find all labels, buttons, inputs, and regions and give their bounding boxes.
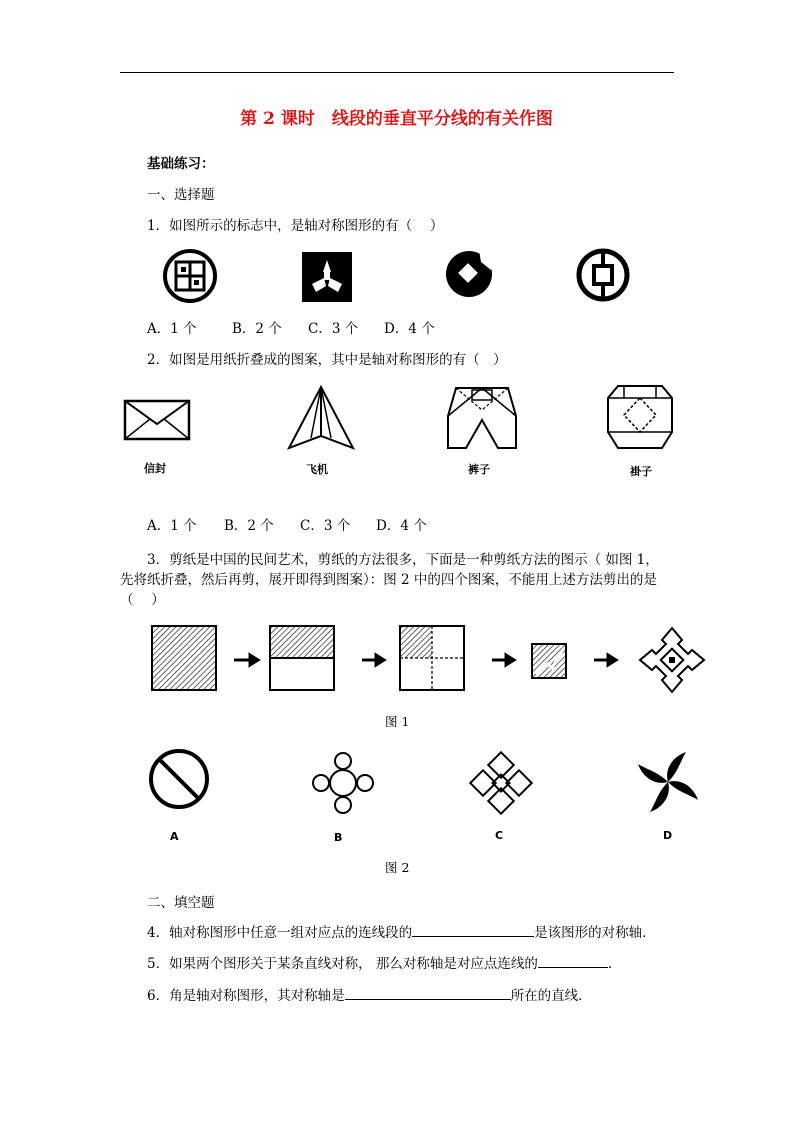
fig2-label-c: C bbox=[495, 829, 504, 842]
fig2-label-a: A bbox=[170, 830, 179, 843]
fig2-label-b: B bbox=[334, 831, 343, 844]
q5-line bbox=[147, 952, 621, 972]
section-basic: 基础练习： bbox=[147, 156, 215, 172]
pinwheel-icon bbox=[634, 748, 702, 816]
q3-line1: 3．剪纸是中国的民间艺术，剪纸的方法很多，下面是一种剪纸方法的图示（ 如图 1， bbox=[147, 552, 659, 568]
q5-before: 5．如果两个图形关于某条直线对称， 那么对称轴是对应点连线的 bbox=[147, 956, 538, 972]
shirt-icon bbox=[606, 384, 674, 450]
q6-after: 所在的直线． bbox=[510, 988, 592, 1004]
q3-line3: （ ） bbox=[120, 592, 165, 608]
fig2-label-d: D bbox=[663, 829, 673, 842]
figure-1-caption: 图 1 bbox=[385, 714, 410, 729]
fig-label-shirt: 褂子 bbox=[630, 465, 652, 478]
pants-icon bbox=[446, 386, 518, 450]
q1-option-d: D．4 个 bbox=[384, 321, 435, 337]
knot-pattern-icon bbox=[470, 752, 532, 814]
q1-text: 1．如图所示的标志中，是轴对称图形的有（ ） bbox=[147, 218, 444, 234]
figure-2-caption: 图 2 bbox=[385, 860, 410, 875]
part1-heading: 一、选择题 bbox=[147, 187, 215, 203]
q2-option-c: C．3 个 bbox=[300, 518, 351, 534]
header-rule bbox=[120, 72, 674, 73]
logo-2-icon bbox=[302, 252, 352, 302]
logo-3-icon bbox=[445, 248, 497, 300]
logo-1-icon bbox=[162, 248, 218, 304]
q2-option-b: B．2 个 bbox=[224, 518, 274, 534]
q1-option-c: C．3 个 bbox=[308, 321, 359, 337]
page-title: 第 2 课时 线段的垂直平分线的有关作图 bbox=[240, 109, 553, 129]
envelope-icon bbox=[124, 400, 190, 440]
q6-line bbox=[147, 984, 592, 1004]
fig-label-plane: 飞机 bbox=[306, 463, 328, 476]
fig-label-envelope: 信封 bbox=[144, 462, 166, 475]
q4-after: 是该图形的对称轴． bbox=[534, 925, 656, 941]
q1-option-a: A．1 个 bbox=[147, 321, 197, 337]
q5-after: ． bbox=[607, 956, 622, 972]
q1-option-b: B．2 个 bbox=[232, 321, 282, 337]
q3-line2: 先将纸折叠，然后再剪，展开即得到图案）：图 2 中的四个图案，不能用上述方法剪出的是 bbox=[120, 572, 657, 588]
part2-heading: 二、填空题 bbox=[147, 895, 215, 911]
q6-blank[interactable] bbox=[345, 987, 511, 1000]
logo-4-icon bbox=[576, 248, 630, 302]
q4-blank[interactable] bbox=[412, 924, 534, 937]
no-sign-icon bbox=[148, 748, 210, 810]
q4-before: 4．轴对称图形中任意一组对应点的连线段的 bbox=[147, 925, 413, 941]
paper-plane-icon bbox=[287, 386, 355, 450]
q2-option-a: A．1 个 bbox=[147, 518, 197, 534]
q6-before: 6．角是轴对称图形，其对称轴是 bbox=[147, 988, 345, 1004]
q2-option-d: D．4 个 bbox=[376, 518, 427, 534]
fig-label-pants: 裤子 bbox=[468, 463, 490, 476]
q4-line bbox=[147, 921, 656, 941]
circles-cross-icon bbox=[312, 752, 374, 814]
figure-1-folding-steps bbox=[150, 624, 710, 696]
q2-text: 2．如图是用纸折叠成的图案，其中是轴对称图形的有（ ） bbox=[147, 352, 507, 368]
q5-blank[interactable] bbox=[538, 955, 608, 968]
